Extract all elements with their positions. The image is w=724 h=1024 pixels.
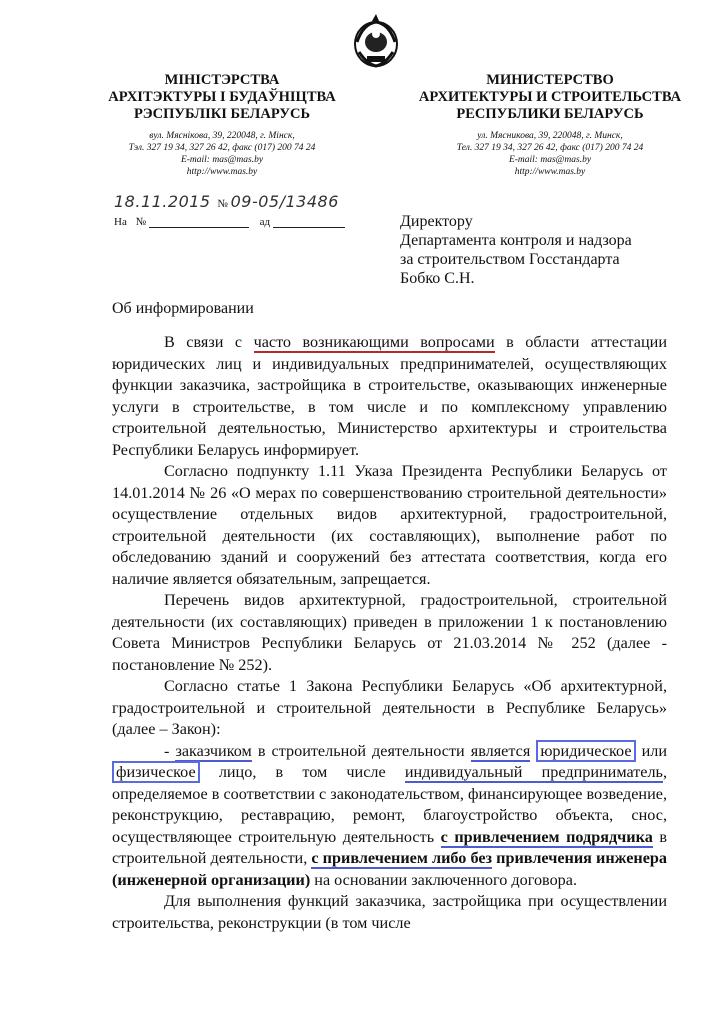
reference-number-blank (149, 227, 249, 228)
address-block-by (72, 130, 372, 178)
bold-phrase: привлечения инженера (инженерной организации) (112, 849, 667, 889)
address-line: ул. Мясникова, 39, 220048, г. Минск, (477, 131, 623, 141)
highlighted-term: заказчиком (175, 741, 252, 760)
ministry-title-by (72, 72, 372, 123)
text-run: , определяемое в соответствии с законодательством, финансирующее возведение, реконструкцию, реставрацию, ремонт, благоустройство объекта, снос, осуществляющее строительную деятельность (112, 763, 667, 846)
text-run: В связи с (164, 333, 254, 351)
text-run: в строительной деятельности (251, 741, 471, 760)
highlighted-bold-phrase: с привлечением либо без (311, 849, 493, 867)
web-line: http://www.mas.by (186, 167, 258, 177)
registration-date: 18.11.2015 (114, 192, 211, 211)
recipient-line: Директору (400, 213, 473, 230)
highlighted-term: является (470, 741, 531, 760)
text-run: - (164, 741, 176, 760)
phones-line: Тел. 327 19 34, 327 26 42, факс (017) 200 74 24 (456, 143, 644, 153)
ministry-title-line: МИНИСТЕРСТВО (486, 72, 614, 88)
on-label: На (114, 216, 127, 228)
registration-number: 09-05/13486 (230, 192, 339, 211)
paragraph-3: Перечень видов архитектурной, градостроительной, строительной деятельности (их составляющих) приведен в приложении 1 к постановлению Совета Министров Республики Беларусь от 21.03.2014 № 252 (далее - постановление № 252). (112, 591, 667, 674)
paragraph-5 (112, 741, 667, 892)
paragraph-2: Согласно подпункту 1.11 Указа Президента Республики Беларусь от 14.01.2014 № 26 «О мерах по совершенствованию строительной деятельности» осуществление отдельных видов архитектурной, градостроительной, строительной деятельности (их составляющих), выполнение работ по обследованию зданий и сооружений без аттестата соответствия, когда его наличие является обязательным, запрещается. (112, 462, 667, 588)
recipient-line: за строительством Госстандарта (400, 251, 620, 268)
paragraph-4: Согласно статье 1 Закона Республики Беларусь «Об архитектурной, градостроительной и строительной деятельности в Республике Беларусь» (далее – Закон): (112, 677, 667, 738)
email-line: E-mail: mas@mas.by (508, 155, 592, 165)
on-number-label: № (135, 216, 147, 228)
email-line: E-mail: mas@mas.by (180, 155, 264, 165)
highlighted-bold-phrase: с привлечением подрядчика (440, 827, 653, 846)
reference-line (114, 216, 345, 228)
ministry-title-ru (400, 72, 700, 123)
ministry-title-line: МІНІСТЭРСТВА (164, 72, 280, 88)
address-block-ru (400, 130, 700, 178)
number-label: № (217, 198, 228, 210)
recipient-block (400, 212, 632, 288)
ministry-title-line: РЭСПУБЛІКІ БЕЛАРУСЬ (133, 106, 311, 122)
letter-body (112, 332, 667, 934)
phones-line: Тэл. 327 19 34, 327 26 42, факс (017) 200 74 24 (128, 143, 316, 153)
registration-line (114, 192, 339, 211)
text-run: лицо, в том числе (199, 763, 405, 781)
address-line: вул. Мяснікова, 39, 220048, г. Мінск, (149, 131, 295, 141)
text-run: на основании заключенного договора. (310, 870, 577, 889)
highlighted-term: индивидуальный предприниматель (404, 763, 663, 781)
from-label: ад (259, 216, 271, 228)
highlighted-phrase: часто возникающими вопросами (253, 333, 495, 351)
paragraph-6: Для выполнения функций заказчика, застройщика при осуществлении строительства, реконструкции (в том числе (112, 892, 667, 932)
reference-date-blank (273, 227, 345, 228)
text-run: в области аттестации юридических лиц и индивидуальных предпринимателей, осуществляющих функции заказчика, застройщика в строительстве, оказывающих инженерные услуги в строительстве, в том числе и по комплексному управлению строительной деятельностью, Министерство архитектуры и строительства Республики Беларусь информирует. (112, 333, 667, 459)
ministry-title-line: АРХИТЕКТУРЫ И СТРОИТЕЛЬСТВА (418, 89, 682, 105)
recipient-line: Департамента контроля и надзора (400, 232, 632, 249)
ministry-title-line: РЕСПУБЛИКИ БЕЛАРУСЬ (456, 106, 644, 122)
web-line: http://www.mas.by (514, 167, 586, 177)
coat-of-arms-emblem (353, 12, 399, 68)
paragraph-1 (112, 332, 667, 461)
letter-subject: Об информировании (112, 300, 254, 317)
text-run: в строительной деятельности, (112, 827, 667, 867)
recipient-line: Бобко С.Н. (400, 270, 475, 287)
ministry-title-line: АРХІТЭКТУРЫ І БУДАЎНІЦТВА (108, 89, 336, 105)
boxed-term: юридическое (536, 740, 635, 762)
text-run: или (635, 741, 667, 760)
boxed-term: физическое (112, 761, 200, 783)
